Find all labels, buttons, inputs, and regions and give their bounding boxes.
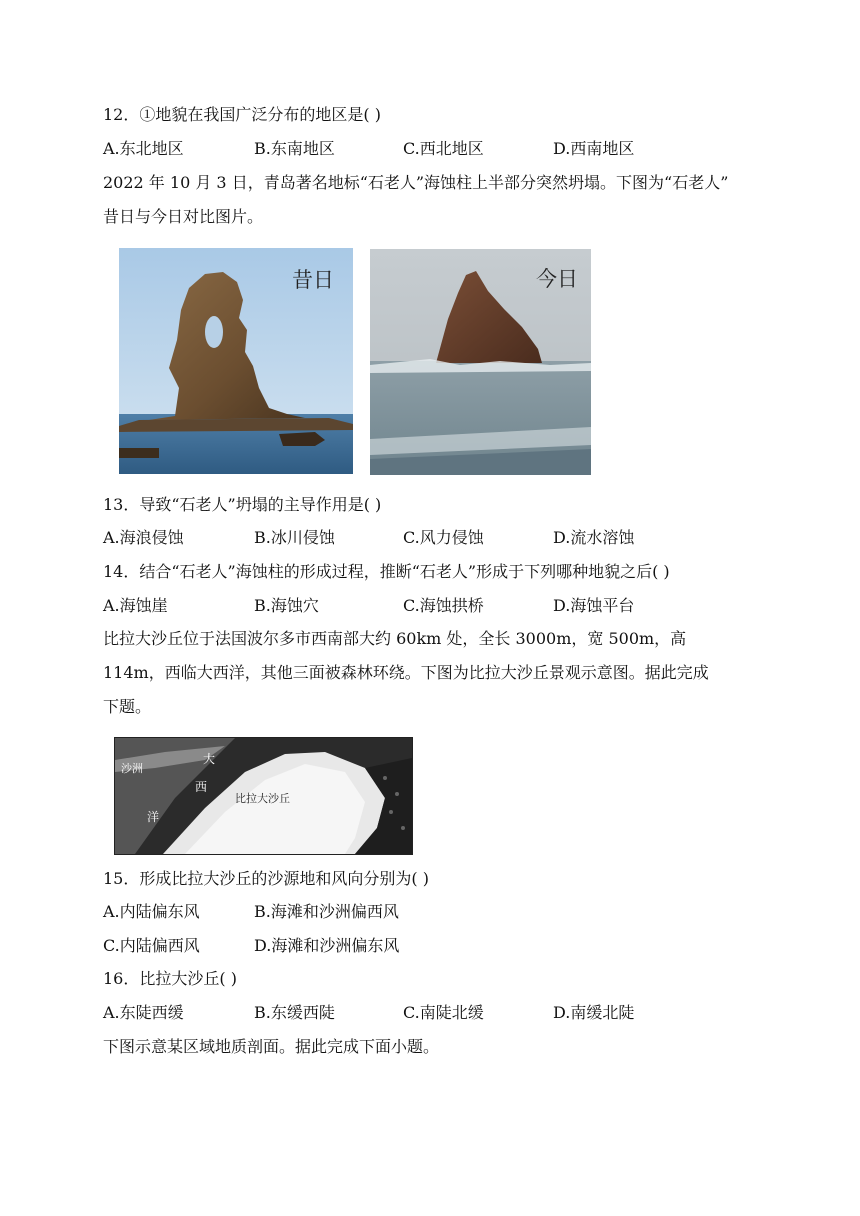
label-atlantic-3: 洋 bbox=[147, 810, 160, 824]
photo-shilaoren-present bbox=[370, 249, 591, 475]
q12-option-c: C.西北地区 bbox=[403, 139, 484, 158]
q14-option-c: C.海蚀拱桥 bbox=[403, 596, 484, 615]
q13-option-d: D.流水溶蚀 bbox=[553, 528, 635, 547]
q14-option-b: B.海蚀穴 bbox=[254, 596, 319, 615]
label-atlantic-2: 西 bbox=[195, 780, 208, 794]
q15-option-d: D.海滩和沙洲偏东风 bbox=[254, 936, 400, 955]
label-present: 今日 bbox=[536, 267, 578, 291]
q12-option-b: B.东南地区 bbox=[254, 139, 335, 158]
question-14-stem: 14．结合“石老人”海蚀柱的形成过程，推断“石老人”形成于下列哪种地貌之后( ) bbox=[103, 562, 670, 581]
label-sandbar: 沙洲 bbox=[121, 762, 143, 775]
q15-option-b: B.海滩和沙洲偏西风 bbox=[254, 902, 399, 921]
q13-option-b: B.冰川侵蚀 bbox=[254, 528, 335, 547]
label-past: 昔日 bbox=[292, 268, 334, 292]
question-16-stem: 16．比拉大沙丘( ) bbox=[103, 969, 237, 988]
question-12-stem: 12．①地貌在我国广泛分布的地区是( ) bbox=[103, 105, 381, 124]
passage-2-line-1: 比拉大沙丘位于法国波尔多市西南部大约 60km 处，全长 3000m，宽 500m，高 bbox=[103, 629, 687, 648]
q12-option-a: A.东北地区 bbox=[103, 139, 184, 158]
q12-option-d: D.西南地区 bbox=[553, 139, 635, 158]
question-15-stem: 15．形成比拉大沙丘的沙源地和风向分别为( ) bbox=[103, 869, 429, 888]
question-13-stem: 13．导致“石老人”坍塌的主导作用是( ) bbox=[103, 495, 382, 514]
q15-option-c: C.内陆偏西风 bbox=[103, 936, 200, 955]
passage-1-line-2: 昔日与今日对比图片。 bbox=[103, 207, 264, 226]
q13-option-a: A.海浪侵蚀 bbox=[103, 528, 184, 547]
passage-2-line-3: 下题。 bbox=[103, 697, 152, 716]
passage-3-line-1: 下图示意某区域地质剖面。据此完成下面小题。 bbox=[103, 1037, 440, 1056]
q16-option-d: D.南缓北陡 bbox=[553, 1003, 635, 1022]
photo-pilat-dune bbox=[114, 737, 413, 855]
q16-option-a: A.东陡西缓 bbox=[103, 1003, 184, 1022]
passage-2-line-2: 114m，西临大西洋，其他三面被森林环绕。下图为比拉大沙丘景观示意图。据此完成 bbox=[103, 663, 709, 682]
q16-option-c: C.南陡北缓 bbox=[403, 1003, 484, 1022]
q15-option-a: A.内陆偏东风 bbox=[103, 902, 200, 921]
passage-1-line-1: 2022 年 10 月 3 日，青岛著名地标“石老人”海蚀柱上半部分突然坍塌。下图为“石老人” bbox=[103, 173, 729, 192]
q16-option-b: B.东缓西陡 bbox=[254, 1003, 335, 1022]
q14-option-a: A.海蚀崖 bbox=[103, 596, 168, 615]
label-dune: 比拉大沙丘 bbox=[235, 792, 290, 805]
q13-option-c: C.风力侵蚀 bbox=[403, 528, 484, 547]
label-atlantic-1: 大 bbox=[203, 752, 216, 766]
photo-shilaoren-past bbox=[119, 248, 353, 474]
q14-option-d: D.海蚀平台 bbox=[553, 596, 635, 615]
